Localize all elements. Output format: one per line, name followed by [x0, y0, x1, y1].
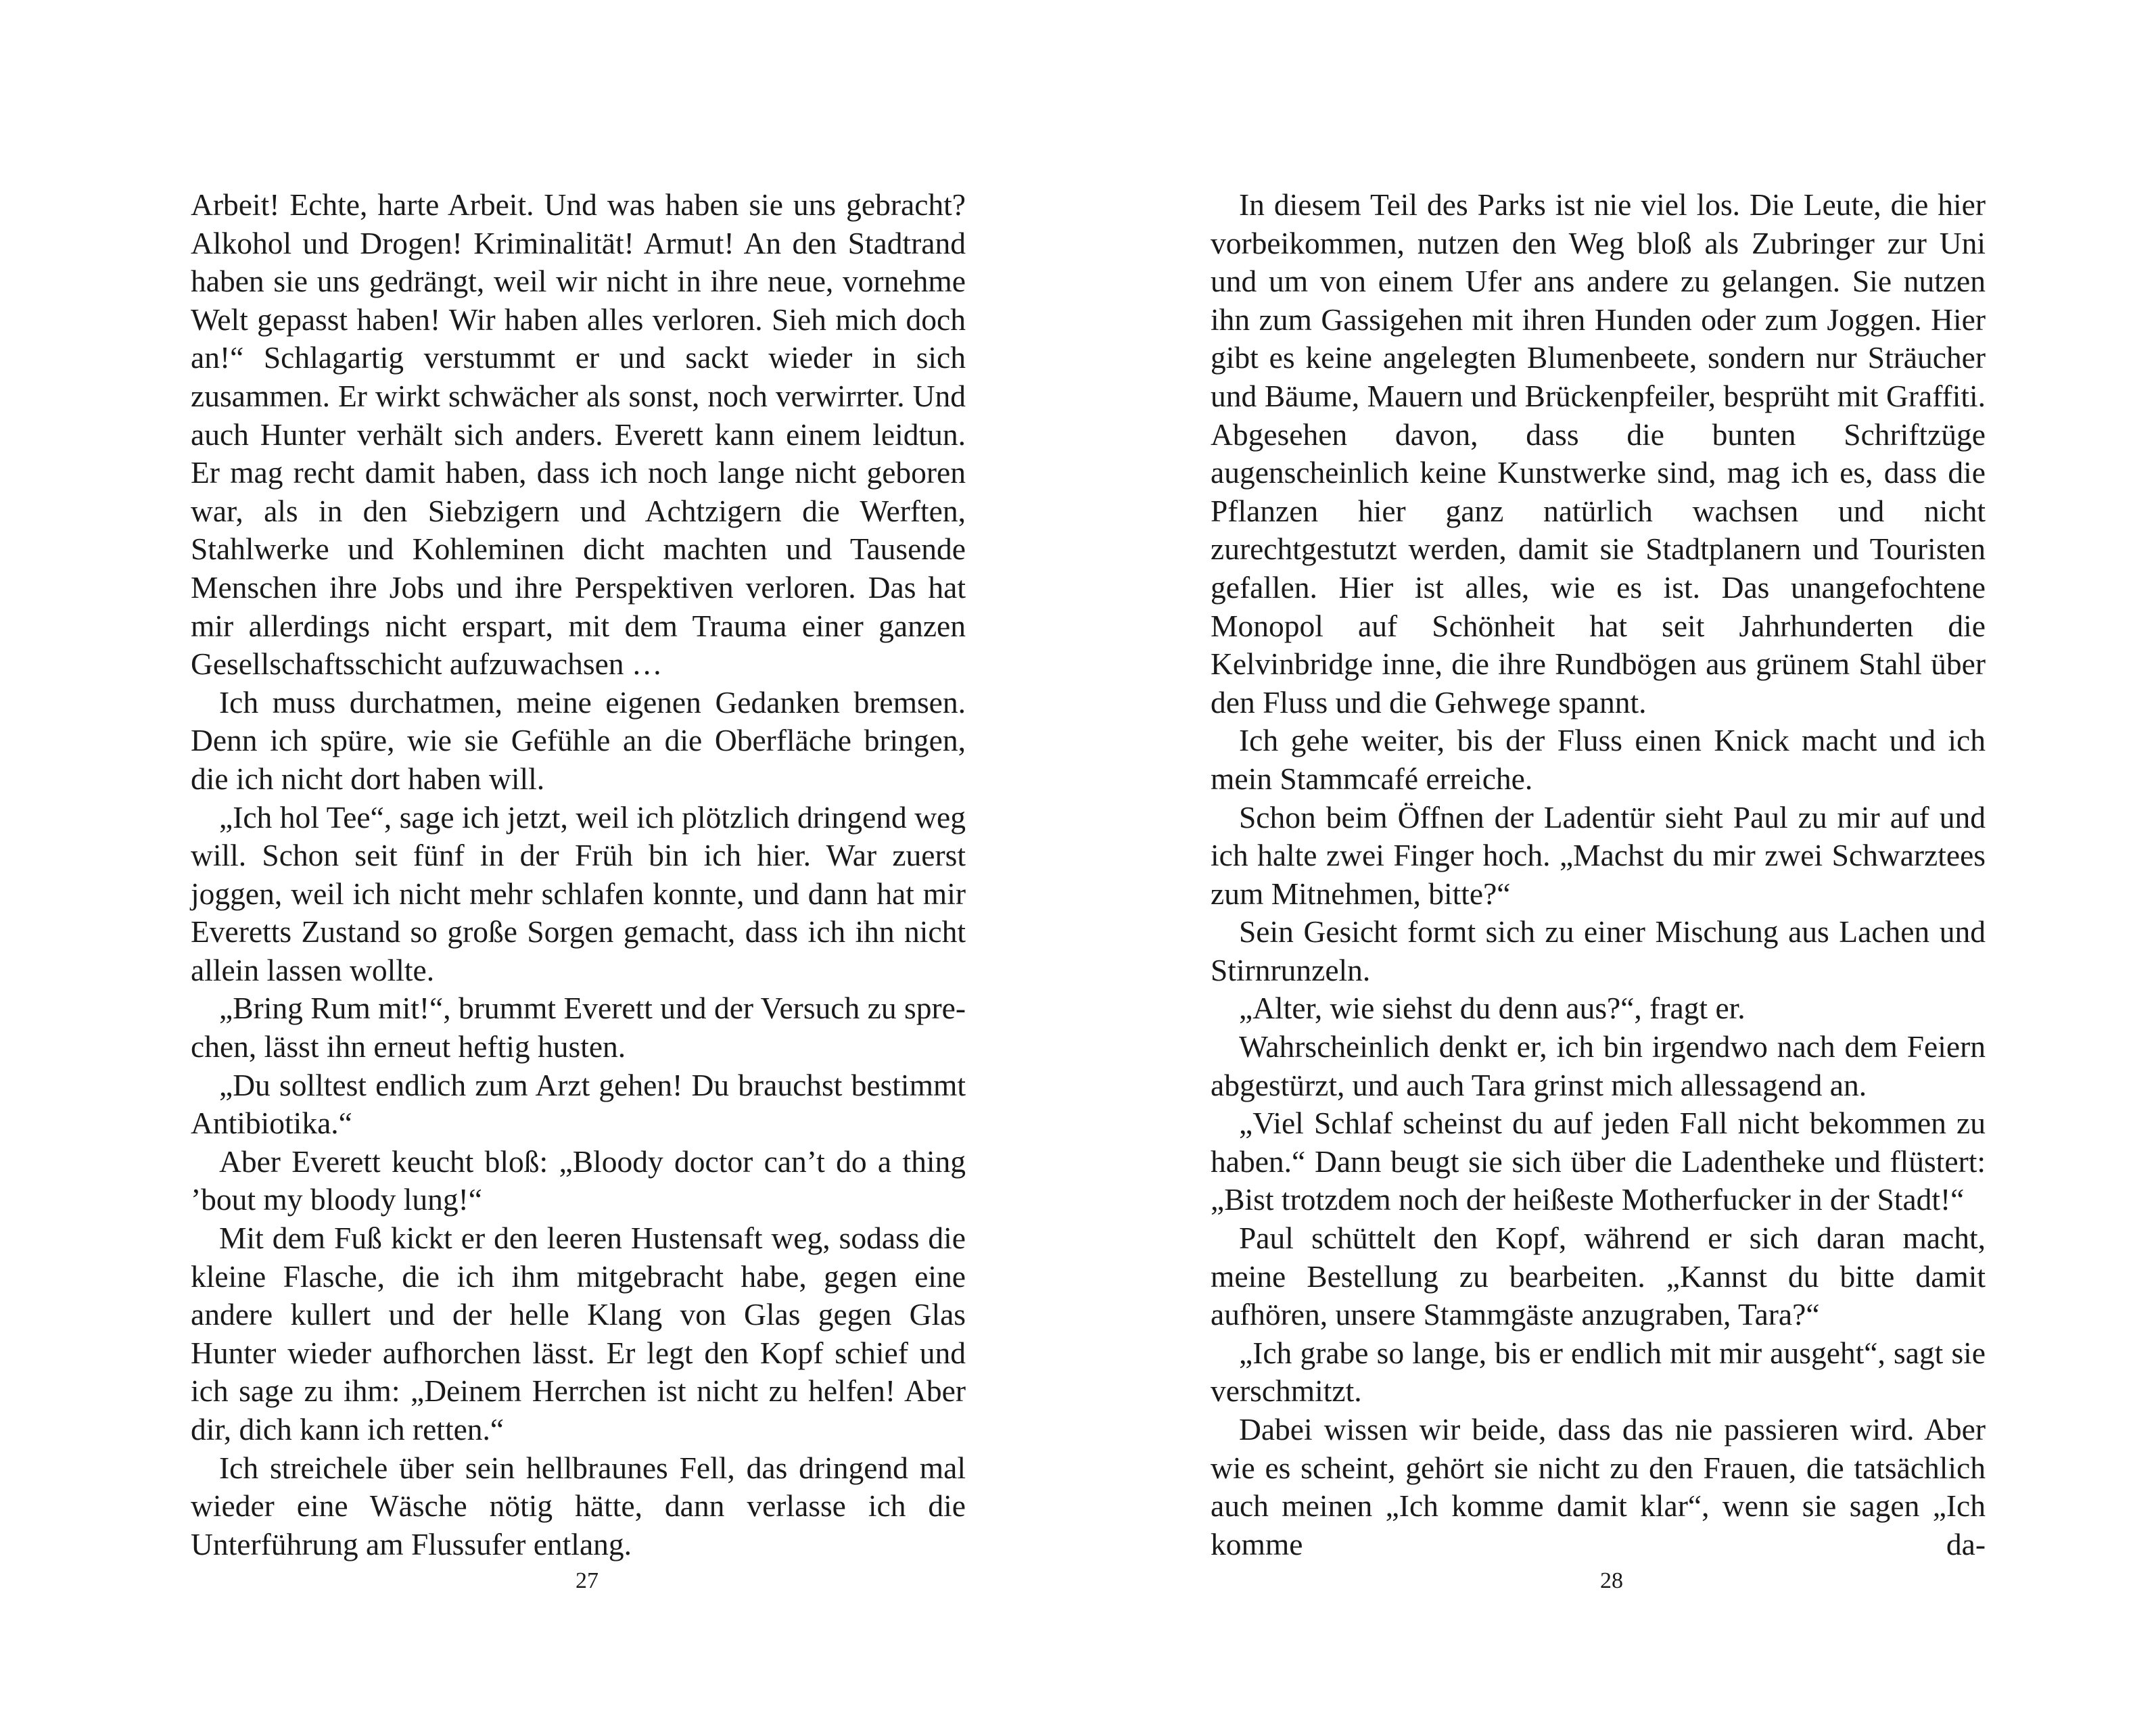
paragraph: Paul schüttelt den Kopf, während er sich daran macht, meine Bestellung zu bearbeiten. „Kannst du bitte damit aufhören, unsere Stammgäste anzugraben, Tara?“ — [1211, 1221, 1986, 1332]
paragraph: „Ich hol Tee“, sage ich jetzt, weil ich plötzlich dringend weg will. Schon seit fünf in der Früh bin ich hier. War zuerst joggen, weil ich nicht mehr schlafen konnte, und dann hat mir Everetts Zustand so große Sorgen gemacht, dass ich ihn nicht allein lassen wollte. — [191, 799, 966, 987]
right-page — [1078, 0, 2156, 1717]
paragraph: „Bring Rum mit!“, brummt Everett und der Versuch zu sprechen, lässt ihn erneut heftig husten. — [191, 991, 966, 1064]
paragraph: „Du solltest endlich zum Arzt gehen! Du brauchst bestimmt Antibiotika.“ — [191, 1067, 966, 1141]
paragraph: „Ich grabe so lange, bis er endlich mit mir ausgeht“, sagt sie verschmitzt. — [1211, 1335, 1986, 1409]
paragraph: Mit dem Fuß kickt er den leeren Hustensaft weg, sodass die kleine Flasche, die ich ihm mitgebracht habe, gegen eine andere kullert und der helle Klang von Glas gegen Glas Hunter wieder aufhorchen lässt. Er legt den Kopf schief und ich sage zu ihm: „Deinem Herrchen ist nicht zu helfen! Aber dir, dich kann ich retten.“ — [191, 1221, 966, 1446]
paragraph: Ich streichele über sein hellbraunes Fell, das dringend mal wieder eine Wäsche nötig hätte, dann verlasse ich die Unterführung am Flussufer entlang. — [191, 1450, 966, 1561]
paragraph: Sein Gesicht formt sich zu einer Mischung aus Lachen und Stirnrunzeln. — [1211, 914, 1986, 987]
right-page-text — [1211, 186, 1986, 1563]
paragraph: Schon beim Öffnen der Ladentür sieht Paul zu mir auf und ich halte zwei Finger hoch. „Machst du mir zwei Schwarztees zum Mitnehmen, bitte?“ — [1211, 799, 1986, 911]
paragraph: Arbeit! Echte, harte Arbeit. Und was haben sie uns gebracht? Alkohol und Drogen! Kriminalität! Armut! An den Stadtrand haben sie uns gedrängt, weil wir nicht in ihre neue, vornehme Welt gepasst haben! Wir haben alles verloren. Sieh mich doch an!“ Schlagartig verstummt er und sackt wieder in sich zusammen. Er wirkt schwächer als sonst, noch verwirrter. Und auch Hunter verhält sich anders. Everett kann einem leidtun. Er mag recht damit haben, dass ich noch lange nicht geboren war, als in den Siebzigern und Achtzigern die Werften, Stahlwerke und Kohleminen dicht machten und Tausende Menschen ihre Jobs und ihre Perspektiven verloren. Das hat mir allerdings nicht erspart, mit dem Trauma einer ganzen Gesellschaftsschicht aufzuwachsen … — [191, 187, 966, 682]
paragraph: Dabei wissen wir beide, dass das nie passieren wird. Aber wie es scheint, gehört sie nicht zu den Frauen, die tatsächlich auch meinen „Ich komme damit klar“, wenn sie sagen „Ich komme da- — [1211, 1412, 1986, 1561]
paragraph: Aber Everett keucht bloß: „Bloody doctor can’t do a thing ’bout my bloody lung!“ — [191, 1144, 966, 1217]
left-page-text — [191, 186, 966, 1563]
paragraph: Ich muss durchatmen, meine eigenen Gedanken bremsen. Denn ich spüre, wie sie Gefühle an die Oberfläche bringen, die ich nicht dort haben will. — [191, 684, 966, 796]
page-number: 27 — [576, 1568, 599, 1593]
paragraph: In diesem Teil des Parks ist nie viel los. Die Leute, die hier vorbeikommen, nutzen den Weg bloß als Zubringer zur Uni und um von einem Ufer ans andere zu gelangen. Sie nutzen ihn zum Gassigehen mit ihren Hunden oder zum Joggen. Hier gibt es keine angelegten Blumenbeete, sondern nur Sträucher und Bäume, Mauern und Brückenpfeiler, besprüht mit Graffiti. Abgesehen davon, dass die bunten Schriftzüge augenscheinlich keine Kunstwerke sind, mag ich es, dass die Pflanzen hier ganz natürlich wachsen und nicht zurechtgestutzt werden, damit sie Stadtplanern und Touristen gefallen. Hier ist alles, wie es ist. Das unangefochtene Monopol auf Schönheit hat seit Jahrhunderten die Kelvinbridge inne, die ihre Rundbögen aus grünem Stahl über den Fluss und die Gehwege spannt. — [1211, 187, 1986, 720]
paragraph: „Viel Schlaf scheinst du auf jeden Fall nicht bekommen zu haben.“ Dann beugt sie sich über die Ladentheke und flüstert: „Bist trotzdem noch der heißeste Motherfucker in der Stadt!“ — [1211, 1106, 1986, 1217]
paragraph: „Alter, wie siehst du denn aus?“, fragt er. — [1239, 991, 1745, 1026]
paragraph: Wahrscheinlich denkt er, ich bin irgendwo nach dem Feiern abgestürzt, und auch Tara grinst mich allessagend an. — [1211, 1029, 1986, 1102]
paragraph: Ich gehe weiter, bis der Fluss einen Knick macht und ich mein Stammcafé erreiche. — [1211, 723, 1986, 796]
page-number: 28 — [1600, 1568, 1623, 1593]
